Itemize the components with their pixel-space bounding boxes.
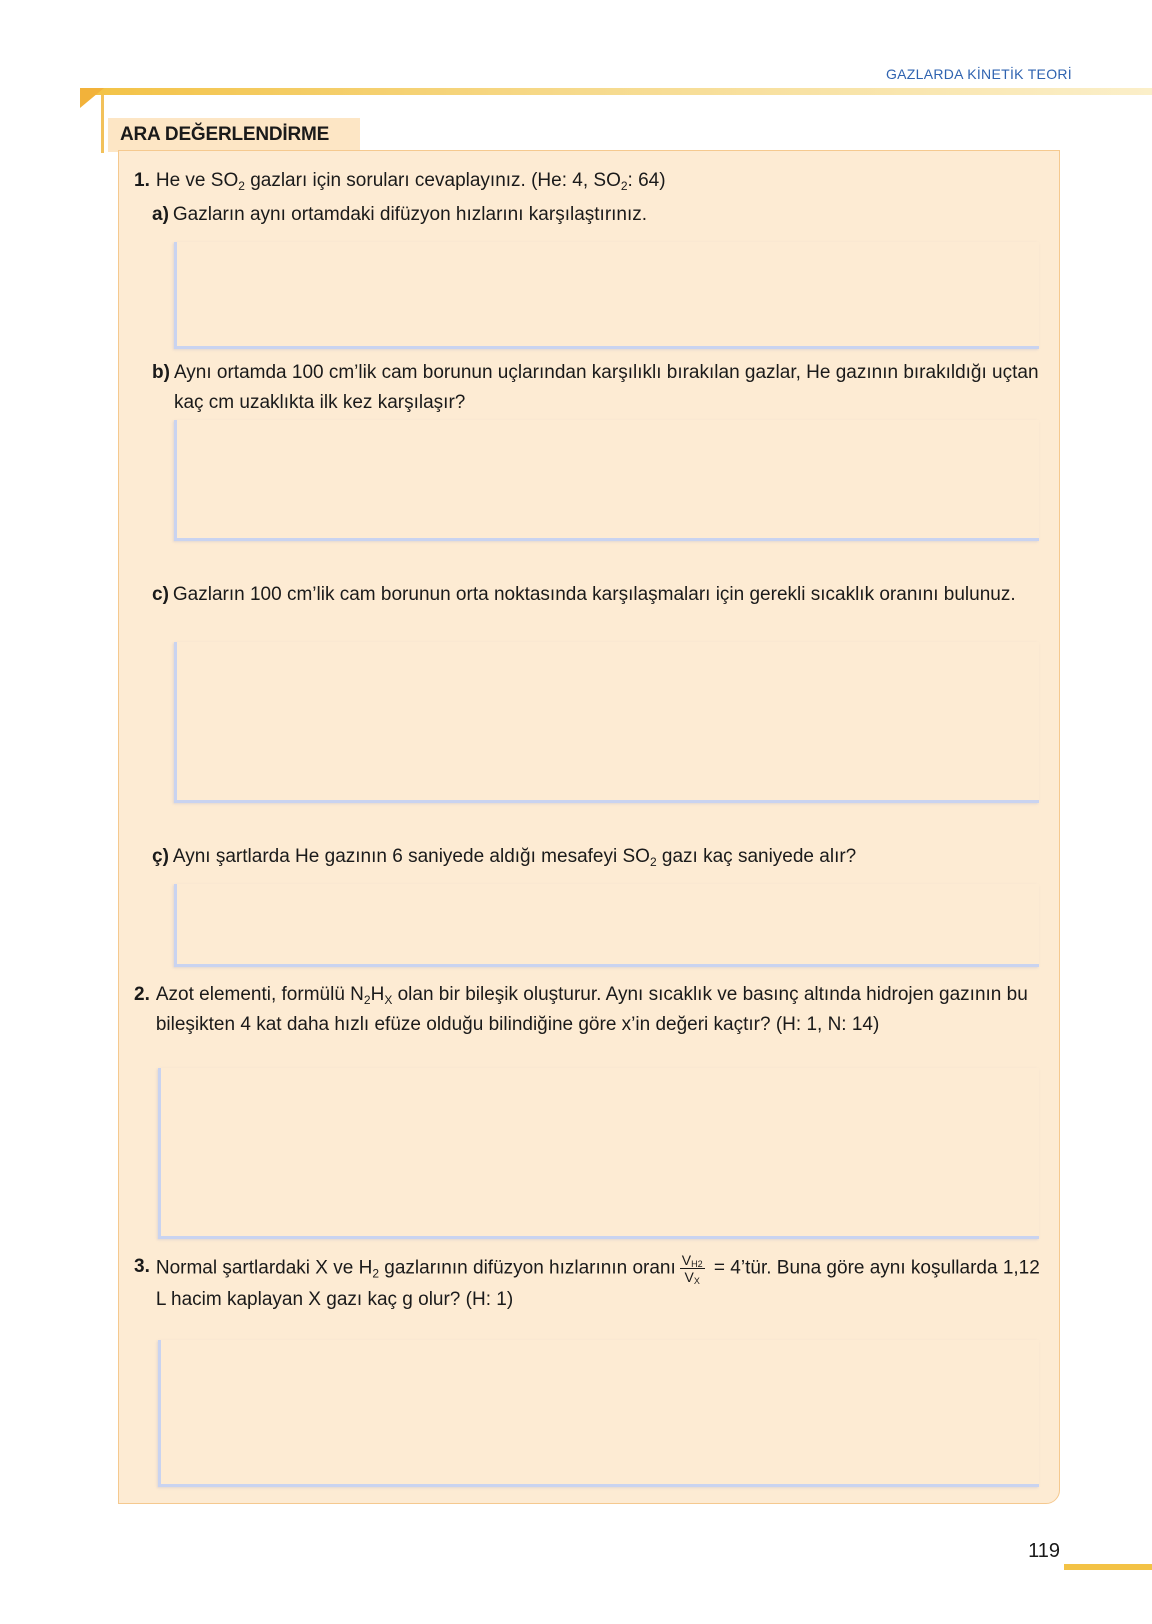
answer-box-3[interactable] <box>158 1340 1039 1487</box>
page-number: 119 <box>1028 1540 1060 1562</box>
q2-text-part: olan bir bileşik oluşturur. Aynı sıcaklık ve basınç altında hidrojen gazının bu bileşikten 4 kat daha hızlı efüze olduğu bilindiğine göre x’in değeri kaçtır? (H: 1, N: 14) <box>155 984 1028 1035</box>
answer-box-1c[interactable] <box>174 642 1039 803</box>
question-1b-label: b) <box>152 362 170 383</box>
question-1a-text: Gazların aynı ortamdaki difüzyon hızlarını karşılaştırınız. <box>172 204 648 225</box>
question-1b-text: Aynı ortamda 100 cm’lik cam borunun uçlarından karşılıklı bırakılan gazlar, He gazının bırakıldığı uçtan kaç cm uzaklıkta ilk kez karşılaşır? <box>173 362 1039 413</box>
q1-text-part: : 64) <box>627 170 666 191</box>
fraction-numerator-subscript: H2 <box>691 1259 703 1269</box>
question-3 <box>134 1252 1040 1315</box>
question-1c-label: c) <box>152 584 169 605</box>
q1-subscript: 2 <box>238 179 245 193</box>
q2-text-part: H <box>370 984 385 1005</box>
answer-box-1b[interactable] <box>174 420 1039 541</box>
question-1cc <box>152 842 1040 872</box>
question-1b <box>152 358 1040 418</box>
question-1cc-label: ç) <box>152 846 169 867</box>
header-band <box>80 88 1152 95</box>
question-3-text <box>156 1252 1040 1315</box>
footer-bar <box>1064 1564 1152 1570</box>
section-title: ARA DEĞERLENDİRME <box>108 118 360 152</box>
fraction-denominator-subscript: X <box>693 1276 700 1286</box>
question-1c <box>152 580 1040 610</box>
q3-text-part: = 4’tür. Buna göre aynı koşullarda 1,12 L hacim kaplayan X gazı kaç g olur? (H: 1) <box>155 1257 1040 1310</box>
q3-text-part: Normal şartlardaki X ve H <box>155 1257 373 1279</box>
q1-subscript: 2 <box>620 179 628 193</box>
fraction-numerator <box>680 1252 705 1269</box>
header-vertical-decoration <box>101 95 104 153</box>
q1-text-part: He ve SO <box>155 170 239 191</box>
q1cc-text-part: gazı kaç saniyede alır? <box>656 846 857 867</box>
question-1 <box>134 166 1034 196</box>
q2-text-part: Azot elementi, formülü N <box>155 984 364 1005</box>
question-2 <box>134 980 1040 1040</box>
fraction-numerator-symbol: V <box>681 1252 692 1268</box>
velocity-ratio-fraction <box>680 1252 705 1285</box>
q2-subscript: X <box>384 993 393 1007</box>
q3-text-part: gazlarının difüzyon hızlarının oranı <box>379 1257 676 1279</box>
question-1a <box>152 200 1032 230</box>
question-1c-text: Gazların 100 cm’lik cam borunun orta noktasında karşılaşmaları için gerekli sıcaklık oranını bulunuz. <box>172 584 1016 605</box>
answer-box-2[interactable] <box>158 1068 1039 1239</box>
fraction-denominator-symbol: V <box>684 1269 694 1285</box>
chapter-title: GAZLARDA KİNETİK TEORİ <box>885 66 1072 82</box>
q3-subscript: 2 <box>372 1266 379 1281</box>
answer-box-1a[interactable] <box>174 242 1039 349</box>
q2-subscript: 2 <box>363 993 371 1007</box>
q1-text-part: gazları için soruları cevaplayınız. (He: 4, SO <box>244 170 621 191</box>
question-2-number: 2. <box>134 984 150 1005</box>
question-2-text <box>156 980 1040 1040</box>
q1cc-text-part: Aynı şartlarda He gazının 6 saniyede aldığı mesafeyi SO <box>172 846 650 867</box>
q1cc-subscript: 2 <box>649 855 657 869</box>
answer-box-1cc[interactable] <box>174 884 1039 967</box>
question-1-number: 1. <box>134 170 150 191</box>
question-1a-label: a) <box>152 204 169 225</box>
question-3-number: 3. <box>134 1256 150 1277</box>
fraction-denominator <box>680 1269 705 1285</box>
